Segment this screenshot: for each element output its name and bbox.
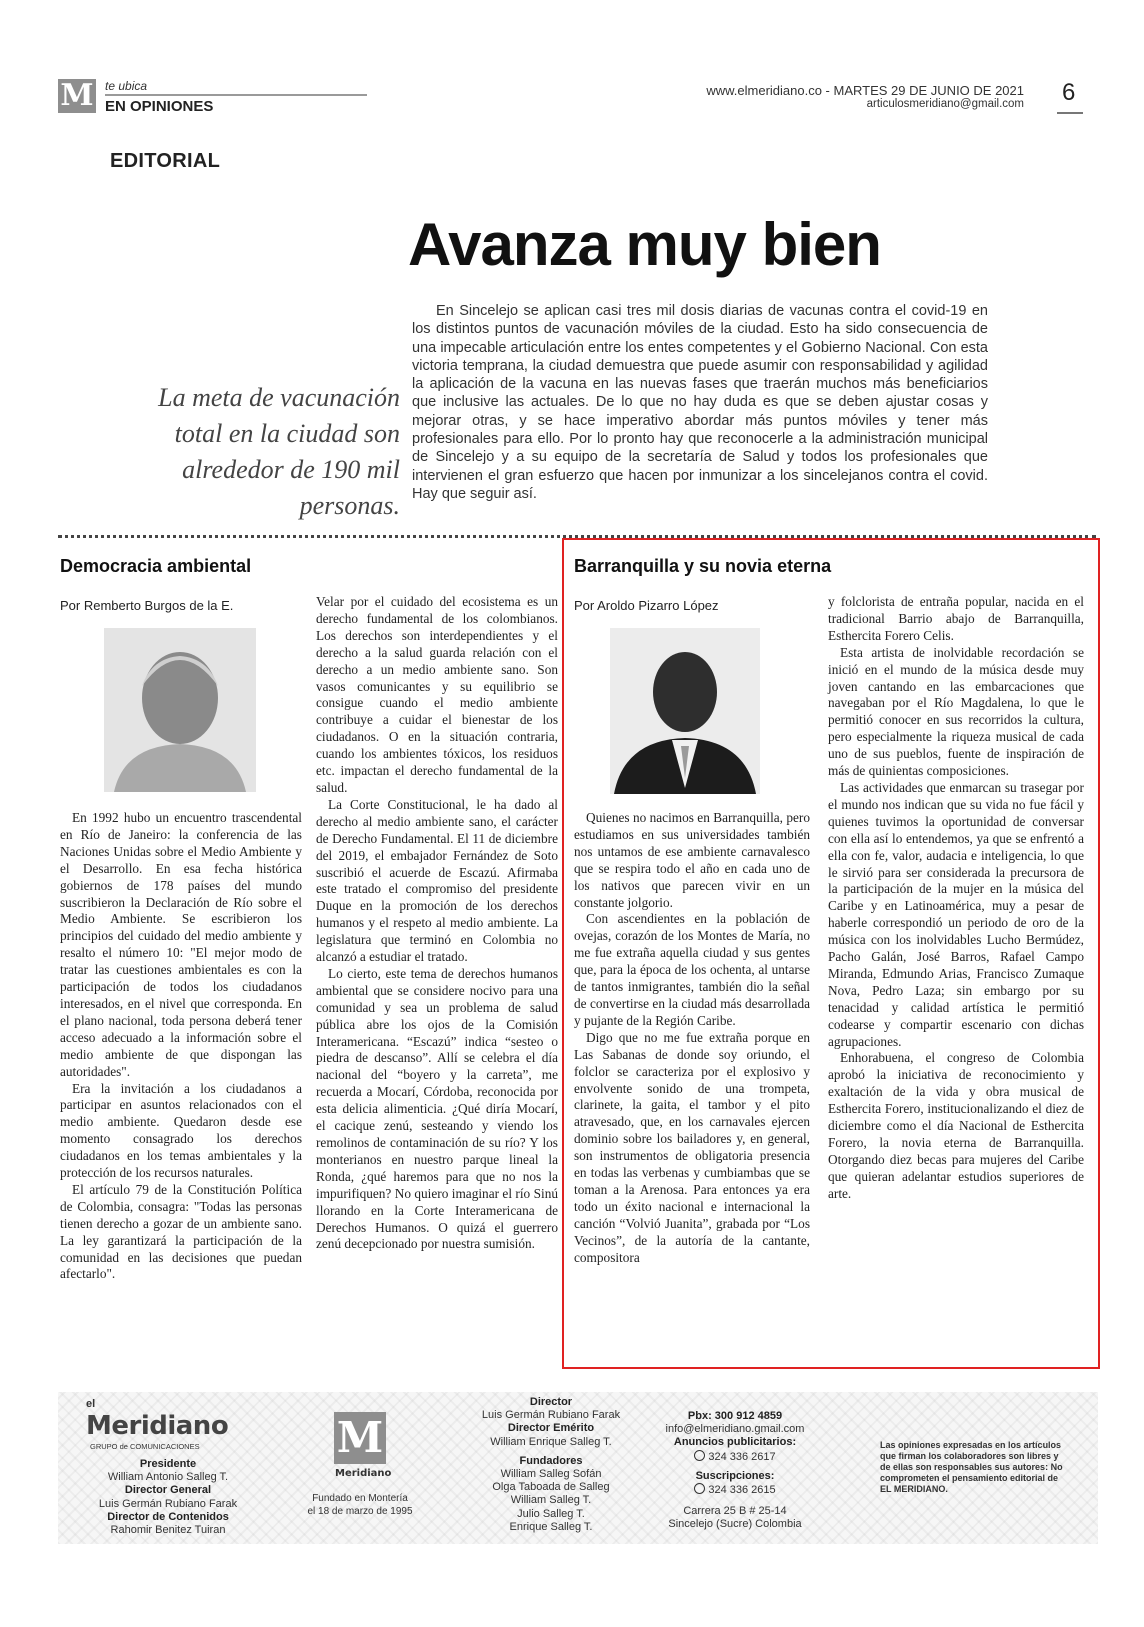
author-portrait-icon — [610, 628, 760, 794]
paragraph: Quienes no nacimos en Barranquilla, pero estudiamos en sus universidades también nos untamos de ese ambiente carnavalesco que se respira todo el año en cada uno de los nativos que parecen vivir en un constante jolgorio. — [574, 810, 810, 910]
brand-tagline: te ubica — [105, 79, 148, 93]
fundador-name: William Salleg T. — [510, 1494, 592, 1507]
paragraph: La Corte Constitucional, le ha dado al derecho al medio ambiente sano, el carácter de Derecho Fundamental. El 11 de diciembre del 2019, el embajador Fernández de Soto suscribió el acuerde de Escazú. Afirmaba este tratado el compromiso del presidente Duque en la promoción de los derechos humanos y el respeto al medio ambiente. La legislatura que terminó en Colombia no alcanzó a estudiar el tratado. — [316, 796, 558, 965]
site-info — [706, 83, 1024, 110]
paragraph: Esta artista de inolvidable recordación se inició en el mundo de la música desde muy joven cantando en las embarcaciones que navegaban por el Río Magdalena, lo que le permitió conocer en sus recorridos la cultura, pero especialmente la riqueza musical de cada uno de sus pueblos, fuente de inspiración de más de quinientas composiciones. — [828, 644, 1084, 779]
author-portrait-icon — [104, 628, 256, 792]
paragraph: Velar por el cuidado del ecosistema es un derecho fundamental de los colombianos. Los derechos son interdependientes y el derecho a la salud guarda relación con el derecho a un medio ambiente sano. Son vasos comunicantes y su equilibrio se consigue cuando el medio ambiente contribuye a cuidar el bienestar de los ciudadanos. O en la situación contraria, cuando los ambientes tóxicos, los residuos etc. impactan el derecho fundamental de la salud. — [316, 594, 558, 795]
fundado-line-1: Fundado en Montería — [312, 1493, 408, 1504]
footer-logo-name: Meridiano — [86, 1411, 229, 1441]
article-left-column-1 — [60, 810, 302, 1283]
director-contenidos-label: Director de Contenidos — [107, 1510, 229, 1523]
brand-divider — [105, 94, 367, 96]
paragraph: Era la invitación a los ciudadanos a participar en asuntos relacionados con el medio ambiente. Quedaron desde ese momento consagrado los derechos ciudadanos en los temas ambientales y la protección de los recursos naturales. — [60, 1080, 302, 1181]
article-right-column-2 — [828, 594, 1084, 1203]
fundador-name: William Salleg Sofán — [500, 1468, 602, 1481]
footer-logo-sub: GRUPO de COMUNICACIONES — [90, 1442, 200, 1451]
paragraph: Digo que no me fue extraña porque en Las Sabanas de donde soy oriundo, el folclor se caracteriza por el explosivo y envolvente sonido de una trompeta, clarinete, la gaita, el tambor y el pito atravesado, que, en los carnavales ejercen dominio sobre los bailadores y, en general, son instrumentos de obligatoria presencia en todas las verbenas y cumbiambas que se toman a la Arenosa. Para entonces ya era todo un éxito nacional e internacional la canción “Volvió Juanita”, grabada por “Los Vecinos”, de la autoría de la cantante, compositora — [574, 1029, 810, 1265]
director-contenidos-name: Rahomir Benitez Tuiran — [110, 1524, 226, 1537]
presidente-label: Presidente — [139, 1458, 197, 1470]
info-email[interactable]: info@elmeridiano.gmail.com — [665, 1423, 805, 1436]
paragraph: y folclorista de entraña popular, nacida en el tradicional Barrio abajo de Barranquilla, Esthercita Forero Celis. — [828, 594, 1084, 643]
address-line-2: Sincelejo (Sucre) Colombia — [668, 1518, 802, 1531]
suscripciones-label: Suscripciones: — [695, 1469, 775, 1482]
author-photo-pizarro — [610, 628, 760, 794]
page-number-underline — [1057, 112, 1083, 114]
meridiano-logo-icon: M — [58, 79, 96, 113]
masthead-footer — [58, 1392, 1098, 1544]
site-date-line[interactable]: www.elmeridiano.co - MARTES 29 DE JUNIO DE 2021 — [706, 83, 1024, 98]
footer-disclaimer: Las opiniones expresadas en los artículos que firman los colaboradores son libres y de ellas son responsables sus autores: No comprometen el pensamiento editorial de EL MERIDIANO. — [880, 1440, 1063, 1494]
director-emerito-name: William Enrique Salleg T. — [490, 1435, 612, 1448]
editorial-label: EDITORIAL — [110, 150, 221, 172]
paragraph: El artículo 79 de la Constitución Política de Colombia, consagra: "Todas las personas tienen derecho a gozar de un ambiente sano. La ley garantizará la participación de la comunidad en las decisiones que puedan afectarlo". — [60, 1181, 302, 1282]
article-left-column-2 — [316, 594, 558, 1253]
page-number: 6 — [1062, 79, 1076, 106]
director-general-name: Luis Germán Rubiano Farak — [98, 1497, 238, 1510]
fundador-name: Enrique Salleg T. — [509, 1520, 593, 1533]
paragraph: En 1992 hubo un encuentro trascendental en Río de Janeiro: la conferencia de las Naciones Unidas sobre el Medio Ambiente y el Desarrollo. En esa fecha histórica gobiernos de 178 países del mundo suscribieron la Declaración de Río sobre el Medio Ambiente. Se escribieron los principios del cuidado del medio ambiente y resalto el número 10: "El mejor modo de tratar las cuestiones ambientales es con la participación de todos los ciudadanos interesados, en el nivel que corresponda. En el plano nacional, toda persona deberá tener acceso adecuado a la información sobre el medio ambiente de que dispongan las autoridades". — [60, 810, 302, 1079]
footer-staff-center — [466, 1396, 636, 1534]
director-name: Luis Germán Rubiano Farak — [481, 1409, 621, 1422]
paragraph: Lo cierto, este tema de derechos humanos ambiental que se considere nocivo para una comunidad y sea un problema de salud pública abre los ojos de la Comisión Interamericana. “Escazú” indica “sesteo o piedra de descanso”. Allí se celebra el día nacional del “boyero y la carreta”, me recuerda a Mocarí, Córdoba, reconocida por esta delicia alimenticia. ¿Qué diría Mocarí, el cacique zenú, sesteando y viendo los remolinos de contaminación de su río? Y los monterianos en nuestro parque lineal la Ronda, ¿qué haremos para que no nos la impurifiquen? No quiero imaginar el río Sinú llorando en la Corte Interamericana de Derechos Humanos. O quizá el guerrero zenú decepcionado por nuestra sumisión. — [316, 965, 558, 1252]
article-byline-left: Por Remberto Burgos de la E. — [60, 598, 234, 613]
editorial-pullquote: La meta de vacunación total en la ciudad son alrededor de 190 mil personas. — [158, 383, 400, 520]
fundadores-label: Fundadores — [519, 1454, 583, 1467]
fundador-name: Julio Salleg T. — [517, 1507, 585, 1520]
whatsapp-icon — [694, 1483, 705, 1494]
pbx-number[interactable]: Pbx: 300 912 4859 — [687, 1410, 783, 1422]
editorial-headline: Avanza muy bien — [408, 211, 881, 278]
paragraph: Enhorabuena, el congreso de Colombia aprobó la iniciativa de reconocimiento y exaltación de la vida y obra musical de Esthercita Forero, institucionalizando el diez de diciembre como el día Nacional de Esthercita Forero, la novia eterna de Barranquilla. Otorgando diez becas para mujeres del Caribe que quieran adelantar estudios superiores de arte. — [828, 1050, 1084, 1201]
editorial-body: En Sincelejo se aplican casi tres mil dosis diarias de vacunas contra el covid-19 en los distintos puntos de vacunación móviles de la ciudad. Esto ha sido consecuencia de una impecable articulación entre los entes competentes y el Gobierno Nacional. Con esta victoria temprana, la ciudad demuestra que puede asumir con responsabilidad y agilidad la aplicación de la vacuna en las nuevas fases que traerán muchos más beneficiarios que inclusive las actuales. De lo que no hay duda es que se deben ajustar cosas y mejorar otras, y se hace imperativo abordar más puntos móviles y tener más profesionales para ello. Por lo pronto hay que reconocerle a la administración municipal de Sincelejo y a su equipo de la secretaría de Salud y todos los profesionales que intervienen el gran esfuerzo que hacen por inmunizar a los sincelejanos contra el covid. Hay que seguir así. — [412, 303, 988, 502]
presidente-name: William Antonio Salleg T. — [107, 1471, 229, 1484]
anuncios-phone[interactable]: 324 336 2617 — [708, 1450, 776, 1463]
anuncios-label: Anuncios publicitarios: — [673, 1436, 797, 1449]
paragraph: Las actividades que enmarcan su trasegar por el mundo nos indican que su vida no fue fácil y quienes tuvimos la oportunidad de conversar con ella así lo entendemos, ya que se enfrentó a ella con fe, valor, audacia e inteligencia, lo que le sirvió para ser considerada la precursora de la participación de la mujer en la música del Caribe y en Latinoamérica, muy a pesar de haberle correspondió un periodo de oro de la música con los inolvidables Lucho Bermúdez, Pacho Galán, José Barros, Rafael Campo Miranda, Edmundo Arias, Francisco Zumaque Nova, Pedro Laza; sin embargo por su tenacidad y calidad artística le permitió codearse y compartir escenario con dichas agrupaciones. — [828, 779, 1084, 1049]
footer-contact — [650, 1410, 820, 1532]
suscripciones-phone[interactable]: 324 336 2615 — [708, 1484, 776, 1497]
paragraph: Con ascendientes en la población de ovejas, corazón de los Montes de María, no me fue extraña aquella ciudad y sus gentes que, para la época de los ochenta, al untarse de tantos inmigrantes, también dio la señal de convertirse en la ciudad más desarrollada y pujante de la Región Caribe. — [574, 911, 810, 1028]
footer-staff-left — [78, 1458, 258, 1537]
section-name: EN OPINIONES — [105, 98, 214, 115]
director-emerito-label: Director Emérito — [507, 1422, 595, 1435]
director-general-label: Director General — [124, 1484, 212, 1497]
article-title-barranquilla: Barranquilla y su novia eterna — [574, 556, 832, 576]
director-label: Director — [529, 1396, 573, 1408]
whatsapp-icon — [694, 1450, 705, 1461]
address-line-1: Carrera 25 B # 25-14 — [683, 1505, 787, 1518]
footer-logo-el: el — [86, 1398, 96, 1410]
article-right-column-1 — [574, 810, 810, 1266]
footer-m-logo-icon: M — [334, 1412, 386, 1464]
article-byline-right: Por Aroldo Pizarro López — [574, 598, 719, 613]
author-photo-burgos — [104, 628, 256, 792]
footer-m-logo-text: Meridiano — [335, 1468, 392, 1479]
article-title-democracia: Democracia ambiental — [60, 556, 252, 576]
fundador-name: Olga Taboada de Salleg — [492, 1481, 610, 1494]
fundado-line-2: el 18 de marzo de 1995 — [307, 1506, 413, 1518]
footer-founded — [290, 1492, 430, 1518]
site-email[interactable]: articulosmeridiano@gmail.com — [866, 98, 1024, 110]
